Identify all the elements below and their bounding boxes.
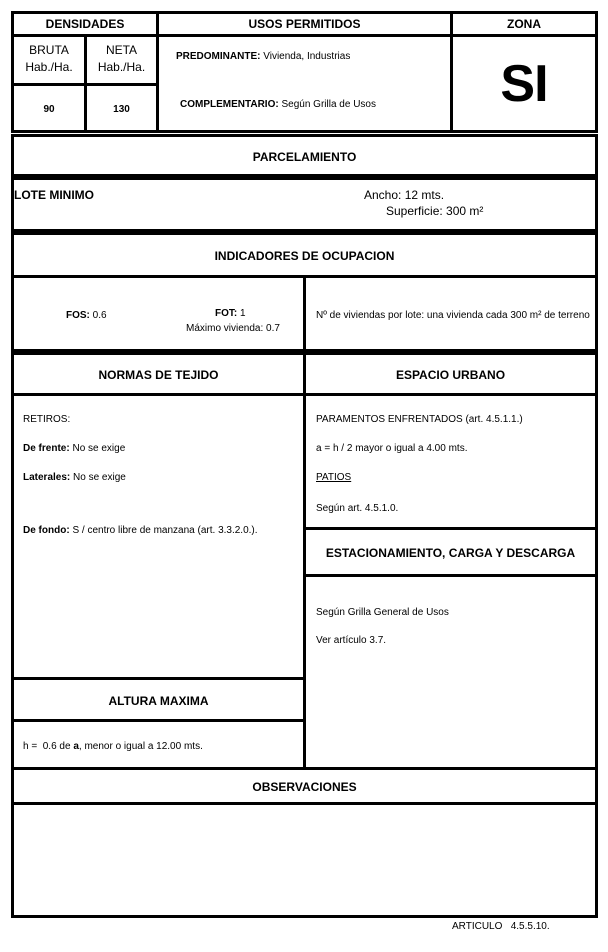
altura-suffix: , menor o igual a 12.00 mts. bbox=[78, 741, 203, 752]
estacionamiento-line2: Ver artículo 3.7. bbox=[316, 635, 387, 646]
usos-complementario bbox=[180, 99, 376, 110]
fos-value: 0.6 bbox=[92, 310, 107, 321]
retiro-frente bbox=[23, 443, 125, 454]
observaciones-body-cell bbox=[11, 802, 598, 918]
parcelamiento-body-cell bbox=[11, 177, 598, 232]
header-zona: ZONA bbox=[507, 17, 541, 31]
normas-title: NORMAS DE TEJIDO bbox=[98, 368, 219, 382]
fot bbox=[215, 308, 246, 319]
indicadores-left-cell bbox=[11, 275, 306, 352]
neta-value: 130 bbox=[113, 104, 130, 115]
patios-label: PATIOS bbox=[316, 472, 352, 483]
retiro-laterales bbox=[23, 472, 126, 483]
indicadores-title: INDICADORES DE OCUPACION bbox=[214, 249, 395, 263]
lote-superficie: Superficie: 300 m² bbox=[386, 204, 484, 218]
frente-value: No se exige bbox=[72, 443, 126, 454]
predominante-value: Vivienda, Industrias bbox=[263, 51, 351, 62]
viviendas-por-lote: Nº de viviendas por lote: una vivienda cada 300 m² de terreno bbox=[316, 310, 590, 321]
frente-label: De frente: bbox=[23, 443, 70, 454]
altura-prefix: h = 0.6 de bbox=[23, 741, 74, 752]
observaciones-title: OBSERVACIONES bbox=[252, 780, 357, 794]
zona-code: SI bbox=[500, 55, 548, 113]
normas-body-cell bbox=[11, 393, 306, 680]
usos-cell bbox=[156, 34, 453, 133]
retiro-fondo bbox=[23, 525, 258, 536]
bruta-unit: Hab./Ha. bbox=[25, 60, 73, 74]
altura-formula bbox=[23, 741, 203, 752]
laterales-value: No se exige bbox=[73, 472, 126, 483]
maximo-vivienda: Máximo vivienda: 0.7 bbox=[186, 323, 280, 334]
neta-unit: Hab./Ha. bbox=[97, 60, 146, 74]
paramentos-formula: a = h / 2 mayor o igual a 4.00 mts. bbox=[316, 443, 468, 454]
paramentos-enfrentados: PARAMENTOS ENFRENTADOS (art. 4.5.1.1.) bbox=[316, 414, 523, 425]
fondo-value: S / centro libre de manzana (art. 3.3.2.0.). bbox=[72, 525, 258, 536]
estacionamiento-body-cell bbox=[303, 574, 598, 770]
header-densidades: DENSIDADES bbox=[45, 17, 125, 31]
articulo-number: ARTICULO 4.5.5.10. bbox=[452, 921, 550, 932]
altura-title: ALTURA MAXIMA bbox=[108, 694, 209, 708]
estacionamiento-line1: Según Grilla General de Usos bbox=[316, 607, 449, 618]
header-usos-permitidos: USOS PERMITIDOS bbox=[248, 17, 361, 31]
parcelamiento-title: PARCELAMIENTO bbox=[252, 150, 357, 164]
neta-label: NETA bbox=[105, 43, 138, 57]
retiros-label: RETIROS: bbox=[23, 414, 71, 425]
usos-predominante bbox=[176, 51, 350, 62]
bruta-value: 90 bbox=[43, 104, 55, 115]
fos-label: FOS: bbox=[66, 310, 90, 321]
espacio-title: ESPACIO URBANO bbox=[395, 368, 506, 382]
complementario-value: Según Grilla de Usos bbox=[281, 99, 376, 110]
predominante-label: PREDOMINANTE: bbox=[176, 51, 261, 62]
lote-minimo-label: LOTE MINIMO bbox=[14, 188, 94, 202]
estacionamiento-title: ESTACIONAMIENTO, CARGA Y DESCARGA bbox=[325, 546, 576, 560]
fot-value: 1 bbox=[240, 308, 246, 319]
fondo-label: De fondo: bbox=[23, 525, 70, 536]
altura-var: a bbox=[73, 741, 79, 752]
fot-label: FOT: bbox=[215, 308, 238, 319]
bruta-label: BRUTA bbox=[29, 43, 69, 57]
laterales-label: Laterales: bbox=[23, 472, 71, 483]
fos bbox=[66, 310, 107, 321]
patios-ref: Según art. 4.5.1.0. bbox=[316, 503, 399, 514]
complementario-label: COMPLEMENTARIO: bbox=[180, 99, 279, 110]
lote-ancho: Ancho: 12 mts. bbox=[364, 188, 445, 202]
